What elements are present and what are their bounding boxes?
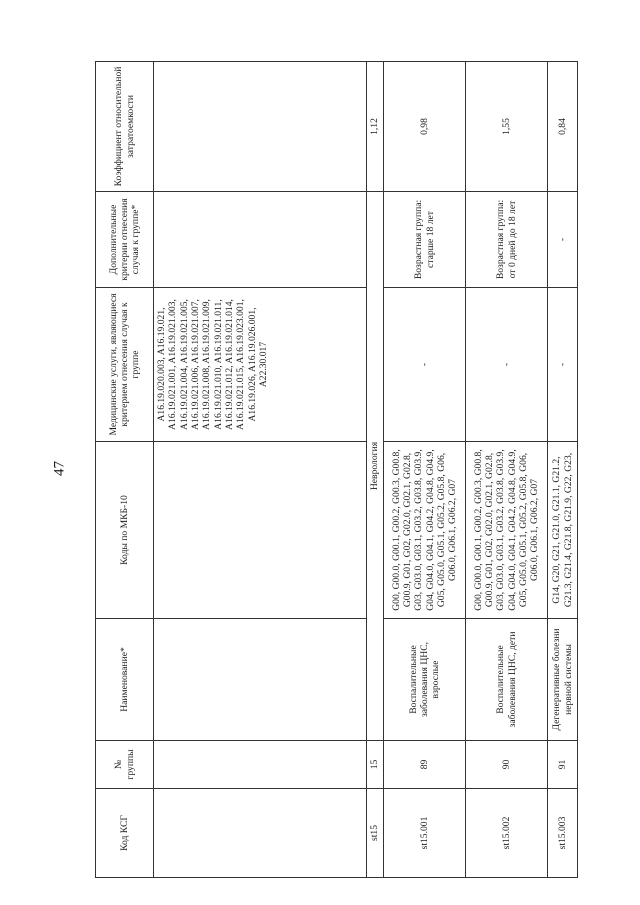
cell-extra — [154, 192, 367, 288]
cell-group-no: 90 — [466, 741, 548, 789]
cell-mkb-codes — [154, 442, 367, 619]
header-name: Наименование* — [96, 619, 154, 741]
cell-mkb-codes: G14, G20, G21, G21.0, G21.1, G21.2, G21.3, G21.4, G21.8, G21.9, G22, G23, — [548, 442, 578, 619]
table-row — [466, 62, 548, 878]
cell-group-no: 91 — [548, 741, 578, 789]
cell-name: Воспалительные заболевания ЦНС, дети — [466, 619, 548, 741]
cell-services: - — [384, 288, 466, 442]
cell-name: Воспалительные заболевания ЦНС, взрослые — [384, 619, 466, 741]
cell-code: st15.002 — [466, 789, 548, 878]
section-row — [367, 62, 384, 878]
cell-extra: Возрастная группа: от 0 дней до 18 лет — [466, 192, 548, 288]
table-row — [384, 62, 466, 878]
cell-code — [154, 789, 367, 878]
header-services: Медицинские услуги, являющиеся критерием отнесения случая к группе — [96, 288, 154, 442]
table-row — [548, 62, 578, 878]
cell-mkb-codes: G00, G00.0, G00.1, G00.2, G00.3, G00.8, G00.9, G01, G02, G02.0, G02.1, G02.8, G03, G03.0, G03.1, G03.2, G03.8, G03.9, G04, G04.0, G04.1, G04.2, G04.8, G04.9, G05, G05.0, G05.1, G05.2, G05.8, G06, G06.0, G06.1, G06.2, G07 — [384, 442, 466, 619]
cell-coef: 1,55 — [466, 62, 548, 192]
header-coef: Коэффициент относительной затратоемкости — [96, 62, 154, 192]
section-title: Неврология — [367, 192, 384, 741]
cell-coef — [154, 62, 367, 192]
cell-mkb-codes: G00, G00.0, G00.1, G00.2, G00.3, G00.8, G00.9, G01, G02, G02.0, G02.1, G02.8, G03, G03.0, G03.1, G03.2, G03.8, G03.9, G04, G04.0, G04.1, G04.2, G04.8, G04.9, G05, G05.0, G05.1, G05.2, G05.8, G06, G06.0, G06.1, G06.2, G07 — [466, 442, 548, 619]
cell-coef: 0,98 — [384, 62, 466, 192]
cell-services: A16.19.020.003, A16.19.021, A16.19.021.001, A16.19.021.003, A16.19.021.004, A16.19.021.005, A16.19.021.006, A16.19.021.007, A16.19.021.008, A16.19.021.009, A16.19.021.010, A16.19.021.011, A16.19.021.012, A16.19.021.014, A16.19.021.015, A16.19.023.001, A16.19.026, A16.19.026.001, A22.30.017 — [154, 288, 367, 442]
cell-code: st15.003 — [548, 789, 578, 878]
cell-extra: - — [548, 192, 578, 288]
table-row — [154, 62, 367, 878]
section-coef: 1,12 — [367, 62, 384, 192]
header-code: Код КСГ — [96, 789, 154, 878]
rotated-table-container — [95, 62, 574, 878]
section-group-no: 15 — [367, 741, 384, 789]
ksg-table — [95, 61, 578, 878]
cell-coef: 0,84 — [548, 62, 578, 192]
cell-extra: Возрастная группа: старше 18 лет — [384, 192, 466, 288]
page-number: 47 — [51, 461, 68, 476]
cell-services: - — [466, 288, 548, 442]
cell-code: st15.001 — [384, 789, 466, 878]
header-row — [96, 62, 154, 878]
cell-group-no — [154, 741, 367, 789]
header-group-no: № группы — [96, 741, 154, 789]
cell-group-no: 89 — [384, 741, 466, 789]
cell-name: Дегенеративные болезни нервной системы — [548, 619, 578, 741]
cell-services: - — [548, 288, 578, 442]
cell-name — [154, 619, 367, 741]
section-code: st15 — [367, 789, 384, 878]
header-extra: Дополнительные критерии отнесения случая к группе* — [96, 192, 154, 288]
header-mkb-codes: Коды по МКБ-10 — [96, 442, 154, 619]
